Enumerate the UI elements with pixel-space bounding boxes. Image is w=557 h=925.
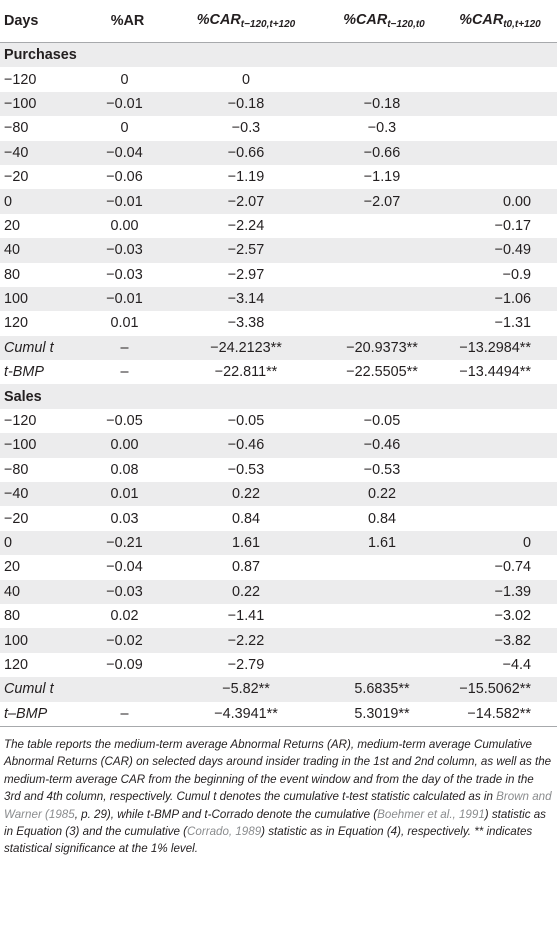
table-row (0, 604, 557, 628)
cell-car-full: −2.57 (167, 238, 325, 262)
cell-day: −80 (4, 461, 29, 478)
cell-ar: −0.06 (106, 169, 143, 186)
cell-car-pre: −0.3 (367, 120, 397, 137)
cell-car-post: −0.17 (494, 217, 531, 234)
cell-day: 20 (4, 559, 21, 576)
cell-car-post (443, 433, 557, 457)
cell-ar: 0.01 (110, 315, 139, 332)
cell-day: 40 (0, 238, 88, 262)
footnote-text-3: ) statistic as in Equation (3) and the cumulative ( (4, 807, 546, 838)
cell-car-post: −3.02 (494, 608, 531, 625)
cell-ar: 0.03 (110, 510, 139, 527)
cell-car-full: 1.61 (167, 531, 325, 555)
table-row (0, 506, 557, 530)
cell-car-post: −14.582** (443, 702, 557, 727)
citation-link-boehmer[interactable]: Boehmer et al., 1991 (377, 807, 485, 821)
cell-ar: −0.02 (88, 628, 167, 652)
cell-ar: −0.03 (106, 266, 143, 283)
table-row (0, 531, 557, 555)
section-row (0, 384, 557, 408)
cell-day: −120 (4, 413, 37, 430)
cell-car-pre: −0.18 (325, 92, 443, 116)
cell-car-pre (325, 263, 443, 287)
cell-ar: −0.01 (88, 92, 167, 116)
cell-day: Cumul t (0, 677, 88, 701)
cell-car-full: 0.22 (167, 580, 325, 604)
cell-car-post (443, 141, 557, 165)
header-car-pre-label: %CAR (343, 12, 388, 28)
cell-car-full: −0.05 (227, 413, 265, 430)
cell-car-post: −13.2984** (443, 336, 557, 360)
cell-day: −40 (0, 141, 88, 165)
table-row (0, 287, 557, 311)
cell-car-post: −0.74 (494, 559, 531, 576)
table-row (0, 141, 557, 165)
table-body (0, 43, 557, 727)
header-car-full-sub: t−120,t+120 (240, 19, 296, 30)
cell-ar: −0.04 (106, 559, 143, 576)
cell-day: −120 (4, 71, 37, 88)
cell-ar: −0.05 (106, 413, 143, 430)
table-row (0, 214, 557, 238)
cell-car-post: −4.4 (502, 656, 531, 673)
cell-day: −40 (0, 482, 88, 506)
header-car-post (443, 0, 557, 43)
cell-car-pre: 5.6835** (325, 677, 443, 701)
cell-car-full: 0.87 (231, 559, 260, 576)
cell-ar: 0.02 (110, 608, 139, 625)
cell-car-post: −3.82 (443, 628, 557, 652)
section-row (0, 43, 557, 68)
cell-car-pre: −0.05 (363, 413, 401, 430)
cell-car-pre: −20.9373** (325, 336, 443, 360)
cell-car-post: −15.5062** (443, 677, 557, 701)
header-ar: %AR (88, 0, 167, 43)
cell-day: 0 (0, 189, 88, 213)
cell-car-pre: 5.3019** (325, 702, 443, 727)
cell-day: 20 (4, 217, 21, 234)
cell-ar: −0.09 (106, 656, 143, 673)
cell-car-full: −0.46 (167, 433, 325, 457)
cell-day: −100 (0, 433, 88, 457)
cell-day: 80 (4, 266, 21, 283)
table-row (0, 458, 557, 482)
cell-car-pre (325, 555, 443, 579)
cell-car-pre: −1.19 (363, 169, 401, 186)
cell-car-pre: −0.53 (363, 461, 401, 478)
cell-car-full: −2.22 (167, 628, 325, 652)
cell-car-post (443, 116, 557, 140)
cell-car-full: 0.22 (167, 482, 325, 506)
cell-car-pre (325, 238, 443, 262)
cell-ar: – (120, 364, 129, 381)
cell-car-full: −4.3941** (167, 702, 325, 727)
cell-car-post: 0 (443, 531, 557, 555)
cell-car-pre: −2.07 (325, 189, 443, 213)
table-row (0, 628, 557, 652)
cell-car-pre: 1.61 (325, 531, 443, 555)
cell-car-full: 0.84 (231, 510, 260, 527)
cell-car-full: −5.82** (167, 677, 325, 701)
cell-ar: −0.03 (88, 580, 167, 604)
cell-ar: −0.01 (88, 189, 167, 213)
cell-car-post: −13.4494** (459, 364, 531, 381)
cell-day: −100 (0, 92, 88, 116)
table-row (0, 360, 557, 384)
table-footnote (0, 727, 557, 858)
table-row (0, 433, 557, 457)
cell-car-full: −1.19 (227, 169, 265, 186)
cell-day: 120 (4, 656, 29, 673)
cell-car-full: −22.811** (214, 364, 278, 381)
table-row (0, 336, 557, 360)
cell-car-post (443, 506, 557, 530)
cell-car-post: −1.31 (494, 315, 531, 332)
cell-car-full: −2.07 (167, 189, 325, 213)
cell-day: 0 (0, 531, 88, 555)
cell-ar: 0 (120, 120, 129, 137)
cell-ar: 0.08 (110, 461, 139, 478)
cell-car-post: −1.39 (443, 580, 557, 604)
cell-day: t–BMP (0, 702, 88, 727)
cell-ar: −0.21 (88, 531, 167, 555)
cell-car-post (443, 165, 557, 189)
section-title: Sales (0, 384, 557, 408)
cell-car-pre: 0.84 (367, 510, 396, 527)
cell-car-post: −1.06 (443, 287, 557, 311)
cell-day: 80 (4, 608, 21, 625)
header-row (0, 0, 557, 43)
table-row (0, 238, 557, 262)
cell-car-post (443, 92, 557, 116)
cell-car-post: 0.00 (443, 189, 557, 213)
header-car-post-sub: t0,t+120 (503, 19, 541, 30)
header-car-pre (325, 0, 443, 43)
header-car-pre-sub: t−120,t0 (387, 19, 425, 30)
header-car-full-label: %CAR (196, 12, 241, 28)
table-row (0, 409, 557, 433)
table-row (0, 263, 557, 287)
table-row (0, 189, 557, 213)
table-row (0, 116, 557, 140)
cell-car-full: −0.66 (167, 141, 325, 165)
cell-car-post (443, 458, 557, 482)
cell-car-post: −0.49 (443, 238, 557, 262)
cell-car-full: −0.18 (167, 92, 325, 116)
cell-ar: – (88, 336, 167, 360)
table-row (0, 165, 557, 189)
section-title: Purchases (0, 43, 557, 68)
cell-car-full: −2.24 (227, 217, 265, 234)
cell-car-pre (325, 653, 443, 677)
citation-link-brown-warner[interactable]: Brown and Warner (1985 (4, 790, 552, 821)
cell-car-pre (325, 214, 443, 238)
table-row (0, 555, 557, 579)
cell-car-post (443, 67, 557, 91)
cell-day: 100 (0, 287, 88, 311)
cell-ar (88, 677, 167, 701)
table-row (0, 653, 557, 677)
table-row (0, 92, 557, 116)
table-row (0, 677, 557, 701)
citation-link-corrado[interactable]: Corrado, 1989 (187, 824, 262, 838)
cell-car-full: −1.41 (227, 608, 265, 625)
cell-car-pre (325, 311, 443, 335)
cell-ar: 0 (120, 71, 129, 88)
cell-day: Cumul t (0, 336, 88, 360)
cell-car-pre: −22.5505** (346, 364, 418, 381)
table-row (0, 580, 557, 604)
cell-day: 120 (4, 315, 29, 332)
cell-car-pre: 0.22 (325, 482, 443, 506)
header-car-post-label: %CAR (459, 12, 504, 28)
cell-day: 100 (0, 628, 88, 652)
cell-car-pre: −0.46 (325, 433, 443, 457)
cell-car-post (443, 409, 557, 433)
cell-car-pre (325, 628, 443, 652)
cell-car-pre (325, 604, 443, 628)
cell-car-full: −2.97 (227, 266, 265, 283)
cell-car-pre (325, 580, 443, 604)
cell-ar: −0.03 (88, 238, 167, 262)
cell-car-full: 0 (241, 71, 250, 88)
cell-car-post (443, 482, 557, 506)
footnote-text-2: , p. 29), while t-BMP and t-Corrado denote the cumulative ( (74, 807, 378, 821)
cell-ar: −0.01 (88, 287, 167, 311)
cell-car-pre: −0.66 (325, 141, 443, 165)
cell-day: −80 (4, 120, 29, 137)
cell-car-pre (325, 287, 443, 311)
cell-ar: −0.04 (88, 141, 167, 165)
cell-car-full: −3.38 (227, 315, 265, 332)
cell-day: −20 (4, 510, 29, 527)
cell-car-pre (325, 67, 443, 91)
cell-day: 40 (0, 580, 88, 604)
cell-car-full: −2.79 (227, 656, 265, 673)
cell-car-full: −0.53 (227, 461, 265, 478)
table-row (0, 702, 557, 727)
cell-car-full: −0.3 (231, 120, 261, 137)
cell-ar: 0.00 (110, 217, 139, 234)
table-row (0, 311, 557, 335)
cell-car-full: −3.14 (167, 287, 325, 311)
table-row (0, 67, 557, 91)
header-days: Days (0, 0, 88, 43)
cell-ar: 0.01 (88, 482, 167, 506)
table-row (0, 482, 557, 506)
footnote-text-4: ) statistic as in Equation (4), respectively. ** indicates statistical significance at the 1% level. (4, 824, 533, 856)
cell-car-full: −24.2123** (167, 336, 325, 360)
cell-day: t-BMP (4, 364, 44, 381)
cell-ar: – (88, 702, 167, 727)
cell-car-post: −0.9 (502, 266, 531, 283)
cell-ar: 0.00 (88, 433, 167, 457)
footnote-text-1: The table reports the medium-term average Abnormal Returns (AR), medium-term average Cumulative Abnormal Returns (CAR) on selected days around insider trading in the 1st and 2nd column, as well as the medium-term average CAR from the beginning of the event window and from the day of the trade in the 3rd and 4th column, respectively. Cumul t denotes the cumulative t-test statistic calculated as in (4, 737, 552, 804)
cell-day: −20 (4, 169, 29, 186)
header-car-full (167, 0, 325, 43)
